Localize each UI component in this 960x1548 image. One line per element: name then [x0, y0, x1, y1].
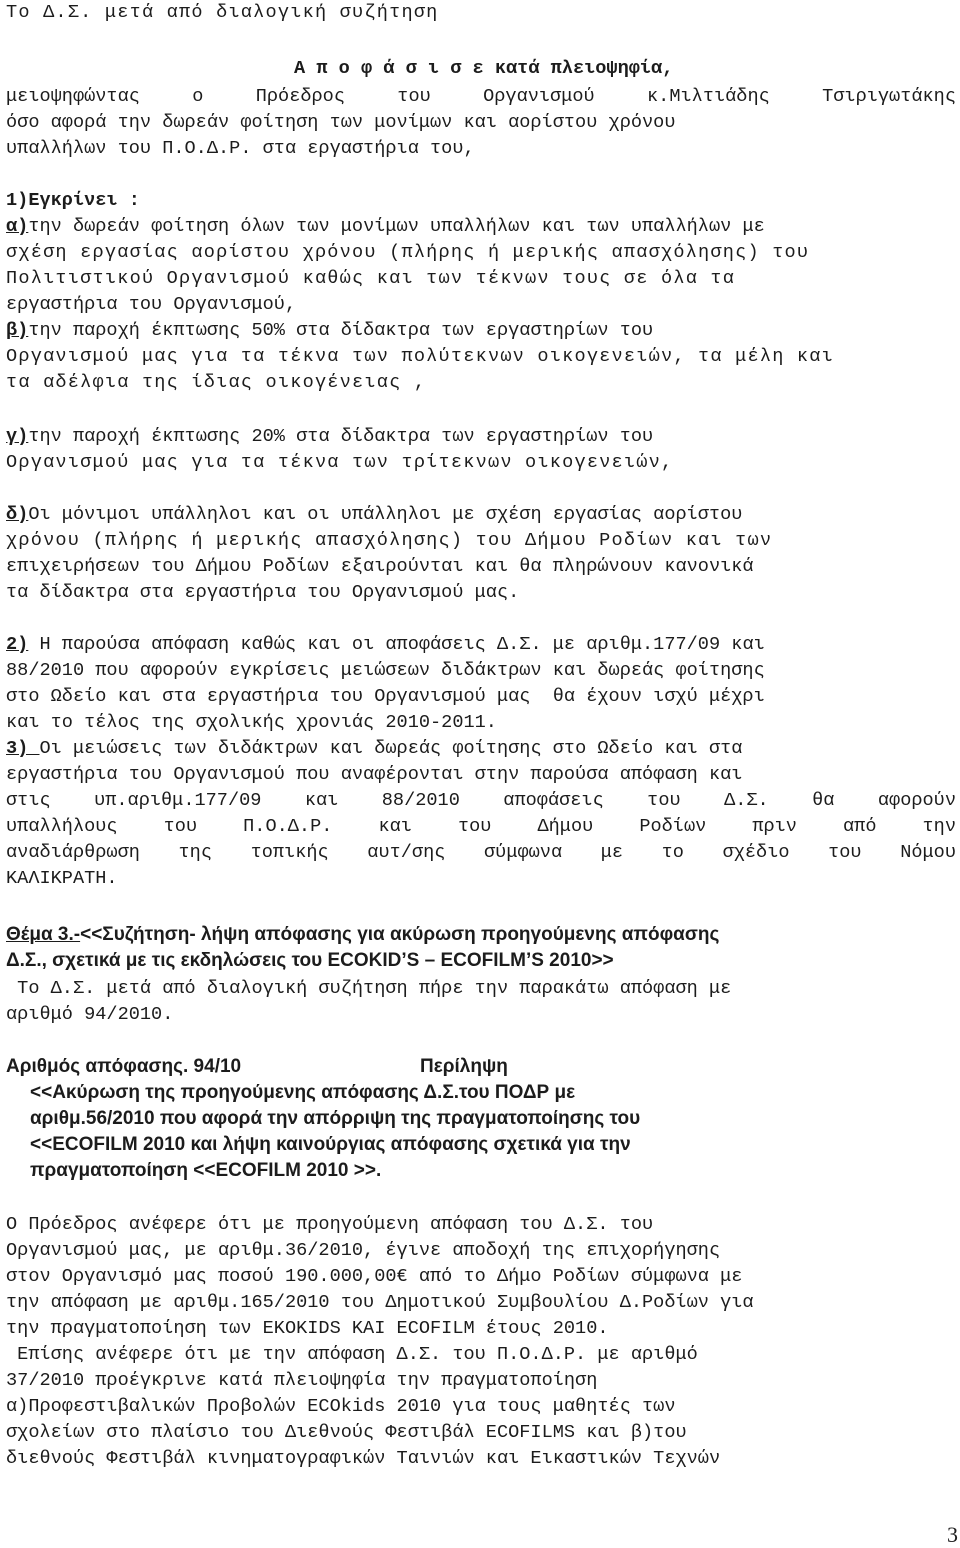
summary-label: Περίληψη: [420, 1056, 508, 1077]
text-line: 88/2010 που αφορούν εγκρίσεις μειώσεων διδάκτρων και δωρεάς φοίτησης: [6, 660, 765, 681]
item-text: την παροχή έκπτωσης 50% στα δίδακτρα των εργαστηρίων του: [28, 320, 654, 341]
topic-title: <<Συζήτηση- λήψη απόφασης για ακύρωση προηγούμενης απόφασης: [80, 924, 720, 945]
topic-title-continued: Δ.Σ., σχετικά με τις εκδηλώσεις του ECOKID’S – ECOFILM’S 2010>>: [6, 950, 614, 971]
item-a: [6, 216, 956, 238]
text-line: στον Οργανισμό μας ποσού 190.000,00€ από το Δήμο Ροδίων σύμφωνα με: [6, 1266, 743, 1287]
item-d: [6, 504, 956, 526]
item-marker: γ): [6, 426, 29, 447]
text-line: αριθμό 94/2010.: [6, 1004, 174, 1025]
item-c: [6, 426, 956, 448]
text-line: όσο αφορά την δωρεάν φοίτηση των μονίμων και αορίστου χρόνου: [6, 112, 676, 133]
item-marker: δ): [6, 504, 29, 525]
text-line: χρόνου (πλήρης ή μερικής απασχόλησης) του Δήμου Ροδίων και των: [6, 530, 773, 551]
text-line: εργαστήρια του Οργανισμού,: [6, 294, 297, 315]
item-text: την δωρεάν φοίτηση όλων των μονίμων υπαλλήλων και των υπαλλήλων με: [28, 216, 765, 237]
text-line: τα δίδακτρα στα εργαστήρια του Οργανισμού μας.: [6, 582, 520, 603]
summary-text: <<ECOFILM 2010 και λήψη καινούργιας απόφασης σχετικά για την: [30, 1134, 631, 1155]
point-2: [6, 634, 956, 656]
text-line: επιχειρήσεων του Δήμου Ροδίων εξαιρούνται και θα πληρώνουν κανονικά: [6, 556, 754, 577]
text-line: Το Δ.Σ. μετά από διαλογική συζήτηση πήρε την παρακάτω απόφαση με: [6, 978, 732, 999]
text-line: Οργανισμού μας για τα τέκνα των τρίτεκνων οικογενειών,: [6, 452, 674, 473]
summary-text: <<Ακύρωση της προηγούμενης απόφασης Δ.Σ.του ΠΟΔΡ με: [30, 1082, 576, 1103]
text-line: την πραγματοποίηση των EKOKIDS KAI ECOFILM έτους 2010.: [6, 1318, 609, 1339]
text-line: Πολιτιστικού Οργανισμού καθώς και των τέκνων τους σε όλα τα: [6, 268, 736, 289]
text-line: υπαλλήλων του Π.Ο.Δ.Ρ. στα εργαστήρια του,: [6, 138, 475, 159]
summary-text: πραγματοποίηση <<ECOFILM 2010 >>.: [30, 1160, 382, 1181]
text-line: στις υπ.αριθμ.177/09 και 88/2010 αποφάσεις του Δ.Σ. θα αφορούν: [6, 790, 956, 811]
item-marker: α): [6, 216, 29, 237]
text-line: στο Ωδείο και στα εργαστήρια του Οργανισμού μας θα έχουν ισχύ μέχρι: [6, 686, 765, 707]
text-line: σχέση εργασίας αορίστου χρόνου (πλήρης ή μερικής απασχόλησης) του: [6, 242, 810, 263]
text-line: τα αδέλφια της ίδιας οικογένειας ,: [6, 372, 427, 393]
item-marker: β): [6, 320, 29, 341]
item-marker: 2): [6, 634, 29, 655]
item-text: Η παρούσα απόφαση καθώς και οι αποφάσεις Δ.Σ. με αριθμ.177/09 και: [28, 634, 765, 655]
text-line: Ο Πρόεδρος ανέφερε ότι με προηγούμενη απόφαση του Δ.Σ. του: [6, 1214, 654, 1235]
item-text: Οι μειώσεις των διδάκτρων και δωρεάς φοίτησης στο Ωδείο και στα: [39, 738, 743, 759]
item-marker: 3): [6, 738, 40, 759]
intro-line: Το Δ.Σ. μετά από διαλογική συζήτηση: [6, 2, 439, 23]
text-line: 37/2010 προέγκρινε κατά πλειοψηφία την πραγματοποίηση: [6, 1370, 598, 1391]
text-line: και το τέλος της σχολικής χρονιάς 2010-2011.: [6, 712, 497, 733]
text-line: μειοψηφώντας ο Πρόεδρος του Οργανισμού κ.Μιλτιάδης Τσιριγωτάκης: [6, 86, 956, 107]
text-line: Οργανισμού μας, με αριθμ.36/2010, έγινε αποδοχή της επιχορήγησης: [6, 1240, 721, 1261]
page-number: 3: [947, 1522, 958, 1547]
text-line: ΚΑΛΙΚΡΑΤΗ.: [6, 868, 118, 889]
text-line: υπαλλήλους του Π.Ο.Δ.Ρ. και του Δήμου Ροδίων πριν από την: [6, 816, 956, 837]
text-line: Οργανισμού μας για τα τέκνα των πολύτεκνων οικογενειών, τα μέλη και: [6, 346, 834, 367]
decision-number: Αριθμός απόφασης. 94/10: [6, 1056, 242, 1077]
text-line: α)Προφεστιβαλικών Προβολών ECOkids 2010 για τους μαθητές των: [6, 1396, 676, 1417]
text-line: την απόφαση με αριθμ.165/2010 του Δημοτικού Συμβουλίου Δ.Ροδίων για: [6, 1292, 754, 1313]
text-line: Επίσης ανέφερε ότι με την απόφαση Δ.Σ. του Π.Ο.Δ.Ρ. με αριθμό: [6, 1344, 698, 1365]
text-line: εργαστήρια του Οργανισμού που αναφέρονται στην παρούσα απόφαση και: [6, 764, 743, 785]
point-3: [6, 738, 956, 760]
topic-3-heading: [6, 924, 956, 946]
text-line: σχολείων στο πλαίσιο του Διεθνούς Φεστιβάλ ECOFILMS και β)του: [6, 1422, 687, 1443]
item-text: την παροχή έκπτωσης 20% στα δίδακτρα των εργαστηρίων του: [28, 426, 654, 447]
summary-text: αριθμ.56/2010 που αφορά την απόρριψη της πραγματοποίησης του: [30, 1108, 641, 1129]
decision-heading: Α π ο φ ά σ ι σ ε κατά πλειοψηφία,: [294, 58, 674, 79]
item-text: Οι μόνιμοι υπάλληλοι και οι υπάλληλοι με σχέση εργασίας αορίστου: [28, 504, 743, 525]
text-line: αναδιάρθρωση της τοπικής αυτ/σης σύμφωνα με το σχέδιο του Νόμου: [6, 842, 956, 863]
approves-heading: 1)Εγκρίνει :: [6, 190, 140, 211]
item-b: [6, 320, 956, 342]
text-line: διεθνούς Φεστιβάλ κινηματογραφικών Ταινιών και Εικαστικών Τεχνών: [6, 1448, 721, 1469]
topic-label: Θέμα 3.-: [6, 924, 81, 945]
